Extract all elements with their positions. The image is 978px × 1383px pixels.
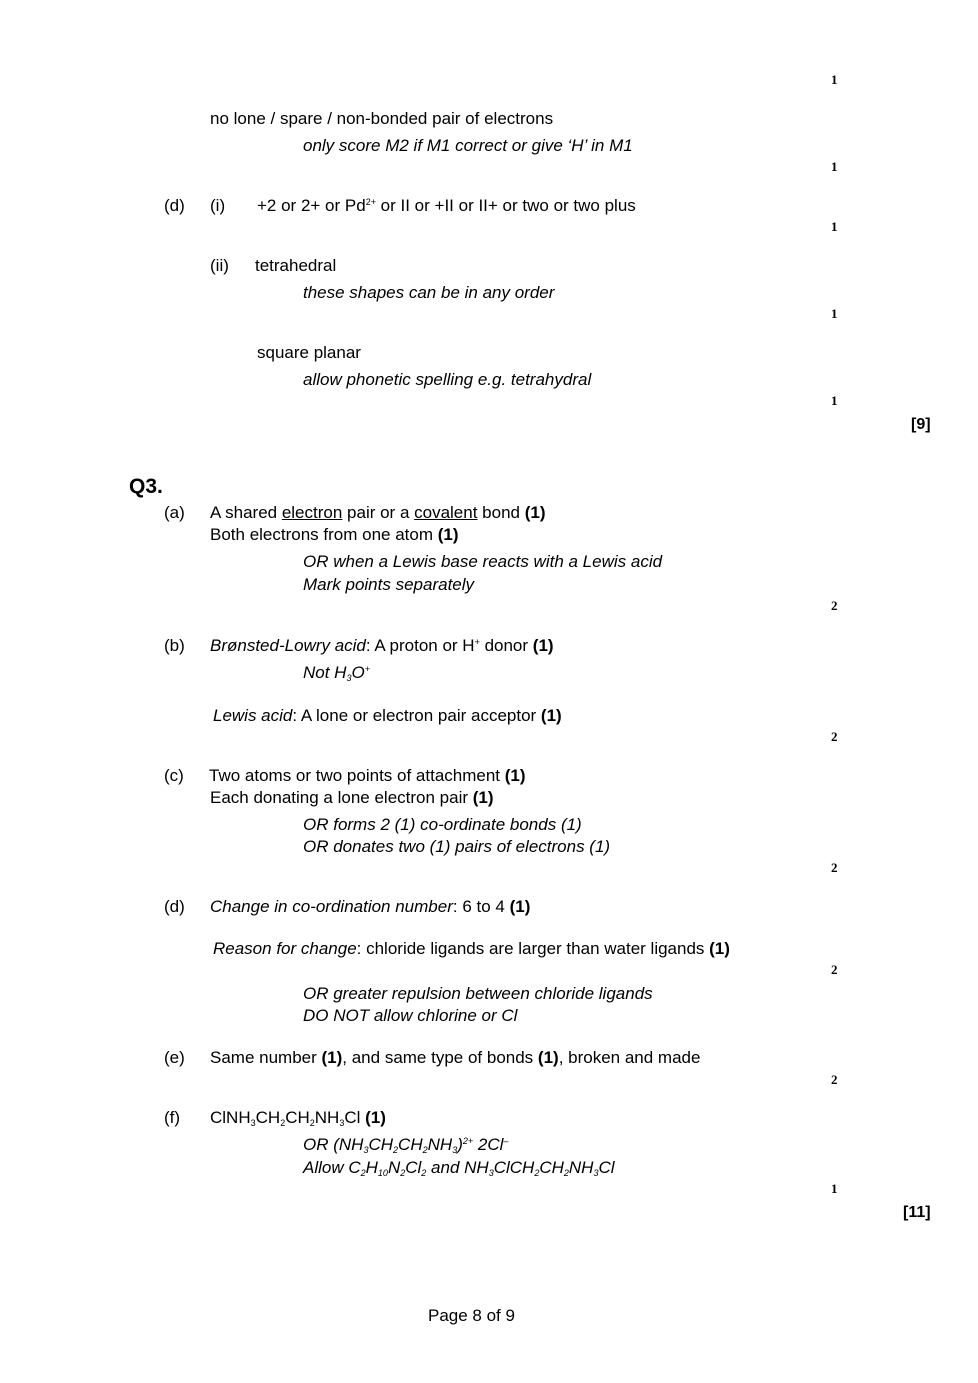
mark: 2 <box>831 860 838 875</box>
part-label: (d) <box>164 196 185 215</box>
part-label: (a) <box>164 503 185 522</box>
answer-text: Change in co-ordination number: 6 to 4 (1) <box>210 897 531 916</box>
page-number: Page 8 of 9 <box>428 1306 515 1325</box>
mark: 1 <box>831 219 838 234</box>
subpart-label: (ii) <box>210 256 229 275</box>
answer-text: square planar <box>257 343 361 362</box>
mark: 2 <box>831 962 838 977</box>
part-label: (b) <box>164 636 185 655</box>
part-label: (e) <box>164 1048 185 1067</box>
marking-note: only score M2 if M1 correct or give ‘H’ in M1 <box>303 136 633 155</box>
part-label: (c) <box>164 766 184 785</box>
answer-text: no lone / spare / non-bonded pair of electrons <box>210 109 554 128</box>
answer-text: tetrahedral <box>255 256 337 275</box>
marking-note: OR greater repulsion between chloride ligands <box>303 984 653 1003</box>
marking-note: allow phonetic spelling e.g. tetrahydral <box>303 370 592 389</box>
marking-note: OR forms 2 (1) co-ordinate bonds (1) <box>303 815 582 834</box>
marking-note: DO NOT allow chlorine or Cl <box>303 1006 518 1025</box>
marking-note: OR $(NH_3CH_2CH_2NH_3)^{2+}$ 2Cl– <box>303 1135 509 1155</box>
subpart-label: (i) <box>210 196 226 215</box>
answer-text: $ClNH_3CH_2CH_2NH_3Cl$ (1) <box>210 1108 386 1128</box>
mark: 1 <box>831 159 838 174</box>
answer-text: Both electrons from one atom (1) <box>210 525 459 544</box>
marking-note: Not $H_3O^+$ <box>303 663 370 683</box>
mark: 1 <box>831 393 838 408</box>
answer-text: Each donating a lone electron pair (1) <box>210 788 494 807</box>
mark: 2 <box>831 1072 838 1087</box>
mark: 2 <box>831 598 838 613</box>
question-total: [11] <box>903 1204 931 1221</box>
marking-note: Allow $C_2H_{10}N_2Cl_2$ and $NH_3ClCH_2CH_2NH_3Cl$ <box>303 1158 615 1178</box>
marking-note: Mark points separately <box>303 575 475 594</box>
part-label: (f) <box>164 1108 181 1127</box>
mark: 1 <box>831 306 838 321</box>
answer-text: Reason for change: chloride ligands are larger than water ligands (1) <box>213 939 730 958</box>
answer-text: Same number (1), and same type of bonds (1), broken and made <box>210 1048 701 1067</box>
part-label: (d) <box>164 897 185 916</box>
answer-text: Lewis acid: A lone or electron pair acceptor (1) <box>213 706 562 725</box>
answer-text: Two atoms or two points of attachment (1) <box>209 766 526 785</box>
mark: 2 <box>831 729 838 744</box>
question-total: [9] <box>911 416 931 433</box>
marking-note: OR when a Lewis base reacts with a Lewis acid <box>303 552 663 571</box>
answer-text: A shared electron pair or a covalent bond (1) <box>210 503 546 522</box>
mark: 1 <box>831 72 838 87</box>
answer-text: +2 or 2+ or $Pd^{2+}$ or II or +II or II+ or two or two plus <box>257 196 636 215</box>
question-title: Q3. <box>129 475 163 498</box>
answer-text: Brønsted-Lowry acid: A proton or H+ donor (1) <box>210 636 554 655</box>
marking-note: these shapes can be in any order <box>303 283 555 302</box>
mark: 1 <box>831 1181 838 1196</box>
marking-note: OR donates two (1) pairs of electrons (1) <box>303 837 611 856</box>
